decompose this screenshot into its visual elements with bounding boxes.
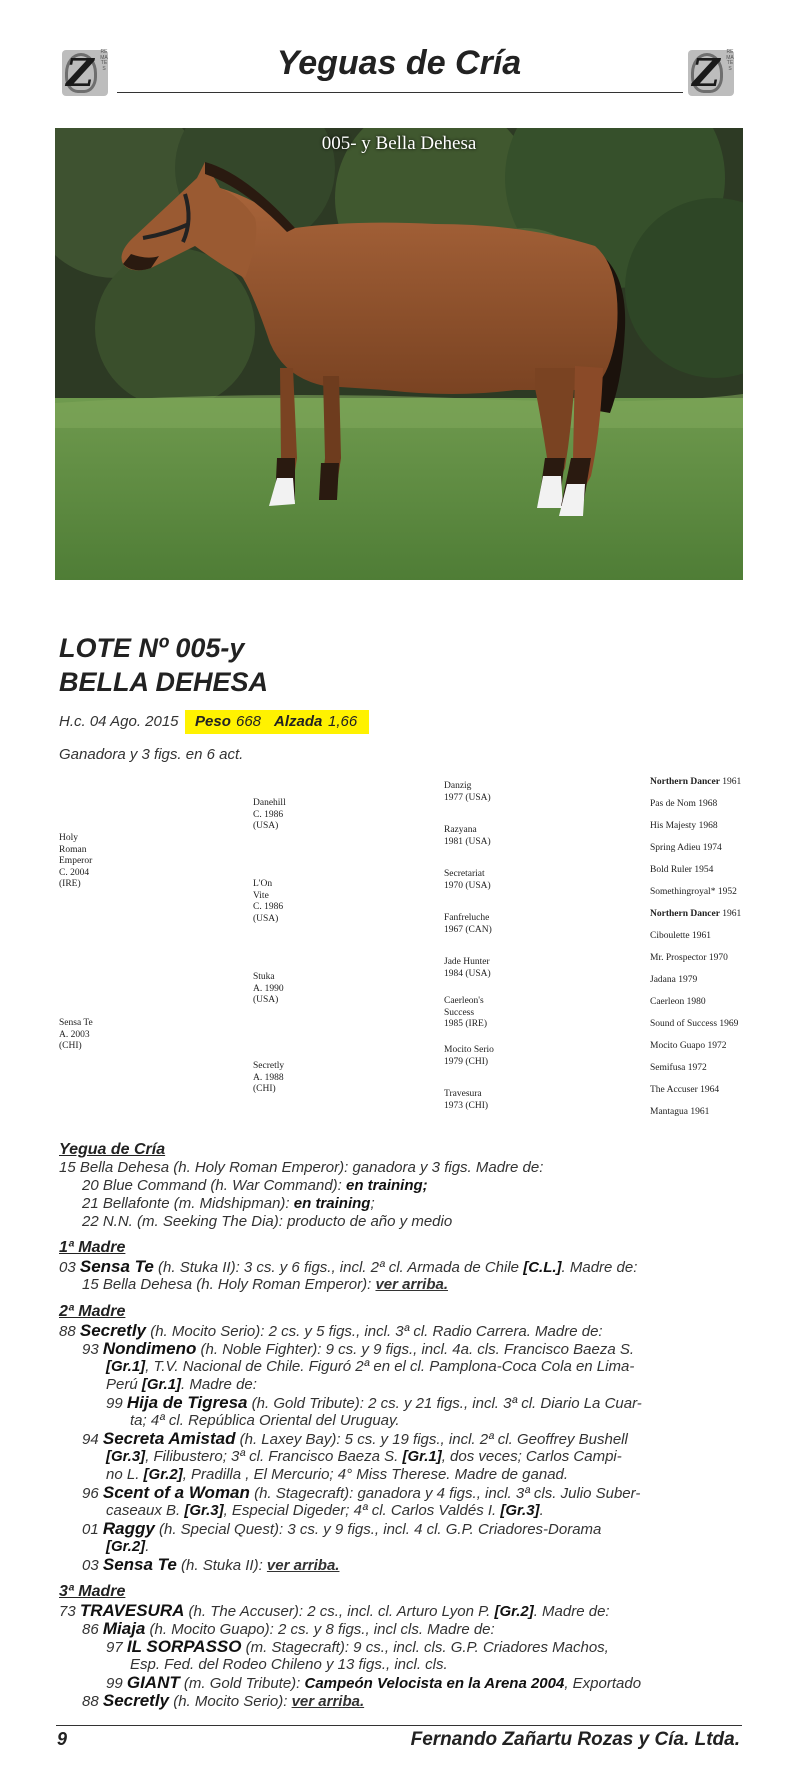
- ancestor-year: 1972: [705, 1041, 727, 1051]
- ancestor-year: 1968: [695, 799, 718, 809]
- ancestor-name: Mr. Prospector: [650, 953, 707, 963]
- pedigree-ancestor: [650, 909, 741, 919]
- alzada-value: 1,66: [328, 713, 358, 730]
- peso-value: 668: [236, 713, 262, 730]
- yegua-product: 21 Bellafonte (m. Midshipman): en training;: [82, 1195, 375, 1212]
- pedigree-grandparent: Danehill C. 1986 (USA): [253, 798, 286, 831]
- pedigree-ancestor: [650, 843, 722, 853]
- ancestor-year: 1980: [684, 997, 706, 1007]
- pedigree-ancestor: [650, 1019, 738, 1029]
- pedigree-great-grandparent: Mocito Serio 1979 (CHI): [444, 1045, 494, 1067]
- pedigree-ancestor: [650, 1063, 707, 1073]
- pedigree-ancestor: [650, 1107, 709, 1117]
- lot-number: LOTE Nº 005-y: [59, 633, 245, 663]
- ancestor-name: Jadana: [650, 975, 676, 985]
- pedigree-grandparent: Secretly A. 1988 (CHI): [253, 1061, 285, 1094]
- pedigree-ancestor: [650, 1041, 727, 1051]
- footer-rule: [56, 1725, 742, 1726]
- section-yegua: Yegua de Cría: [59, 1141, 166, 1158]
- grandproduct: 99 Hija de Tigresa (h. Gold Tribute): 2 cs. y 21 figs., incl. 3ª cl. Diario La Cuar-: [106, 1393, 642, 1412]
- ancestor-name: Pas de Nom: [650, 799, 696, 809]
- horse-name: BELLA DEHESA: [59, 667, 269, 697]
- ancestor-name: Mantagua: [650, 1107, 688, 1117]
- yegua-line: 15 Bella Dehesa (h. Holy Roman Emperor): ganadora y 3 figs. Madre de:: [59, 1159, 544, 1176]
- madre2-product: 03 Sensa Te (h. Stuka II): ver arriba.: [82, 1555, 340, 1574]
- ancestor-name: Caerleon: [650, 997, 685, 1007]
- pedigree-ancestor: [650, 931, 711, 941]
- section-madre-2: 2ª Madre: [59, 1303, 126, 1320]
- pedigree-grandparent: L'On Vite C. 1986 (USA): [253, 879, 284, 924]
- madre2-product-cont: [Gr.2].: [106, 1538, 150, 1555]
- pedigree-great-grandparent: Danzig 1977 (USA): [444, 781, 491, 803]
- ancestor-name: Ciboulette: [650, 931, 690, 941]
- ancestor-name: Somethingroyal*: [650, 887, 716, 897]
- madre2-product-cont: [Gr.1], T.V. Nacional de Chile. Figuró 2ª en el cl. Pamplona-Coca Cola en Lima-: [106, 1358, 635, 1375]
- horse-photo: [55, 128, 743, 580]
- ancestor-year: 1979: [675, 975, 698, 985]
- madre2-product-cont: Perú [Gr.1]. Madre de:: [106, 1376, 257, 1393]
- pedigree-ancestor: [650, 953, 728, 963]
- ancestor-name: Mocito Guapo: [650, 1041, 706, 1051]
- ancestor-year: 1952: [715, 887, 737, 897]
- page-number: 9: [57, 1729, 68, 1749]
- pedigree-ancestor: [650, 799, 717, 809]
- madre1-product: 15 Bella Dehesa (h. Holy Roman Emperor): ver arriba.: [82, 1276, 449, 1293]
- madre2-product-cont: no L. [Gr.2], Pradilla , El Mercurio; 4° Miss Therese. Madre de ganad.: [106, 1466, 569, 1483]
- grandproduct: 97 IL SORPASSO (m. Stagecraft): 9 cs., incl. cls. G.P. Criadores Machos,: [106, 1637, 609, 1656]
- ancestor-name: Bold Ruler: [650, 865, 692, 875]
- alzada-label: Alzada: [274, 713, 323, 730]
- section-madre-3: 3ª Madre: [59, 1583, 126, 1600]
- yegua-product: 20 Blue Command (h. War Command): en training;: [82, 1177, 428, 1194]
- company-name: Fernando Zañartu Rozas y Cía. Ltda.: [410, 1729, 740, 1750]
- ancestor-name: Sound of Success: [650, 1019, 718, 1029]
- weight-height-highlight: [185, 710, 369, 734]
- peso-label: Peso: [195, 713, 231, 730]
- ancestor-year: 1968: [696, 821, 718, 831]
- pedigree-great-grandparent: Razyana 1981 (USA): [444, 825, 491, 847]
- page-title: Yeguas de Cría: [276, 44, 522, 82]
- madre2-line: 88 Secretly (h. Mocito Serio): 2 cs. y 5 figs., incl. 3ª cl. Radio Carrera. Madre de:: [59, 1321, 603, 1340]
- ancestor-name: Northern Dancer: [650, 909, 720, 919]
- madre2-product: 93 Nondimeno (h. Noble Fighter): 9 cs. y 9 figs., incl. 4a. cls. Francisco Baeza S.: [82, 1339, 635, 1358]
- ancestor-name: Semifusa: [650, 1063, 686, 1073]
- logo-right: Z REMATES: [688, 50, 734, 96]
- pedigree-great-grandparent: Travesura 1973 (CHI): [444, 1089, 489, 1111]
- ancestor-year: 1961: [719, 777, 742, 787]
- madre3-product: 86 Miaja (h. Mocito Guapo): 2 cs. y 8 figs., incl cls. Madre de:: [82, 1619, 495, 1638]
- pedigree-parent: Holy Roman Emperor C. 2004 (IRE): [59, 833, 93, 889]
- ancestor-year: 1961: [719, 909, 742, 919]
- ancestor-year: 1964: [697, 1085, 720, 1095]
- ancestor-year: 1972: [685, 1063, 707, 1073]
- madre3-line: 73 TRAVESURA (h. The Accuser): 2 cs., incl. cl. Arturo Lyon P. [Gr.2]. Madre de:: [59, 1601, 610, 1620]
- pedigree-ancestor: [650, 975, 697, 985]
- ancestor-name: Spring Adieu: [650, 843, 701, 853]
- ancestor-name: Northern Dancer: [650, 777, 720, 787]
- section-madre-1: 1ª Madre: [59, 1239, 126, 1256]
- pedigree-great-grandparent: Fanfreluche 1967 (CAN): [444, 913, 492, 935]
- pedigree-great-grandparent: Jade Hunter 1984 (USA): [444, 957, 491, 979]
- logo-left: Z REMATES: [62, 50, 108, 96]
- madre3-product: 88 Secretly (h. Mocito Serio): ver arriba.: [82, 1691, 365, 1710]
- madre2-product: 96 Scent of a Woman (h. Stagecraft): ganadora y 4 figs., incl. 3ª cls. Julio Suber-: [82, 1483, 641, 1502]
- ancestor-year: 1961: [688, 1107, 710, 1117]
- ancestor-year: 1974: [700, 843, 722, 853]
- madre2-product: 94 Secreta Amistad (h. Laxey Bay): 5 cs. y 19 figs., incl. 2ª cl. Geoffrey Bushell: [82, 1429, 628, 1448]
- ancestor-year: 1954: [691, 865, 714, 875]
- pedigree-ancestor: [650, 887, 737, 897]
- pedigree-parent: Sensa Te A. 2003 (CHI): [59, 1018, 93, 1051]
- grandproduct-cont: ta; 4ª cl. República Oriental del Uruguay.: [130, 1412, 400, 1429]
- pedigree-great-grandparent: Secretariat 1970 (USA): [444, 869, 491, 891]
- madre2-product: 01 Raggy (h. Special Quest): 3 cs. y 9 figs., incl. 4 cl. G.P. Criadores-Dorama: [82, 1519, 602, 1538]
- header-rule: [117, 92, 683, 93]
- ancestor-year: 1970: [706, 953, 728, 963]
- pedigree-ancestor: [650, 821, 718, 831]
- madre2-product-cont: [Gr.3], Filibustero; 3ª cl. Francisco Baeza S. [Gr.1], dos veces; Carlos Campi-: [106, 1448, 622, 1465]
- ancestor-year: 1969: [717, 1019, 739, 1029]
- pedigree-ancestor: [650, 1085, 719, 1095]
- birth-date: H.c. 04 Ago. 2015: [59, 713, 179, 730]
- madre1-line: 03 Sensa Te (h. Stuka II): 3 cs. y 6 figs., incl. 2ª cl. Armada de Chile [C.L.]. Madre de:: [59, 1257, 638, 1276]
- grandproduct-cont: Esp. Fed. del Rodeo Chileno y 13 figs., incl. cls.: [130, 1656, 448, 1673]
- pedigree-ancestor: [650, 865, 713, 875]
- madre2-product-cont: caseaux B. [Gr.3], Especial Digeder; 4ª cl. Carlos Valdés I. [Gr.3].: [106, 1502, 544, 1519]
- pedigree-ancestor: [650, 997, 706, 1007]
- yegua-product: 22 N.N. (m. Seeking The Dia): producto de año y medio: [82, 1213, 453, 1230]
- ancestor-name: His Majesty: [650, 821, 697, 831]
- pedigree-great-grandparent: Caerleon's Success 1985 (IRE): [444, 996, 488, 1029]
- ancestor-name: The Accuser: [650, 1085, 698, 1095]
- photo-caption: 005- y Bella Dehesa: [321, 133, 477, 154]
- pedigree-grandparent: Stuka A. 1990 (USA): [253, 972, 284, 1005]
- pedigree-ancestor: [650, 777, 741, 787]
- ancestor-year: 1961: [689, 931, 711, 941]
- race-summary: Ganadora y 3 figs. en 6 act.: [59, 746, 244, 763]
- grandproduct: 99 GIANT (m. Gold Tribute): Campeón Velocista en la Arena 2004, Exportado: [106, 1673, 642, 1692]
